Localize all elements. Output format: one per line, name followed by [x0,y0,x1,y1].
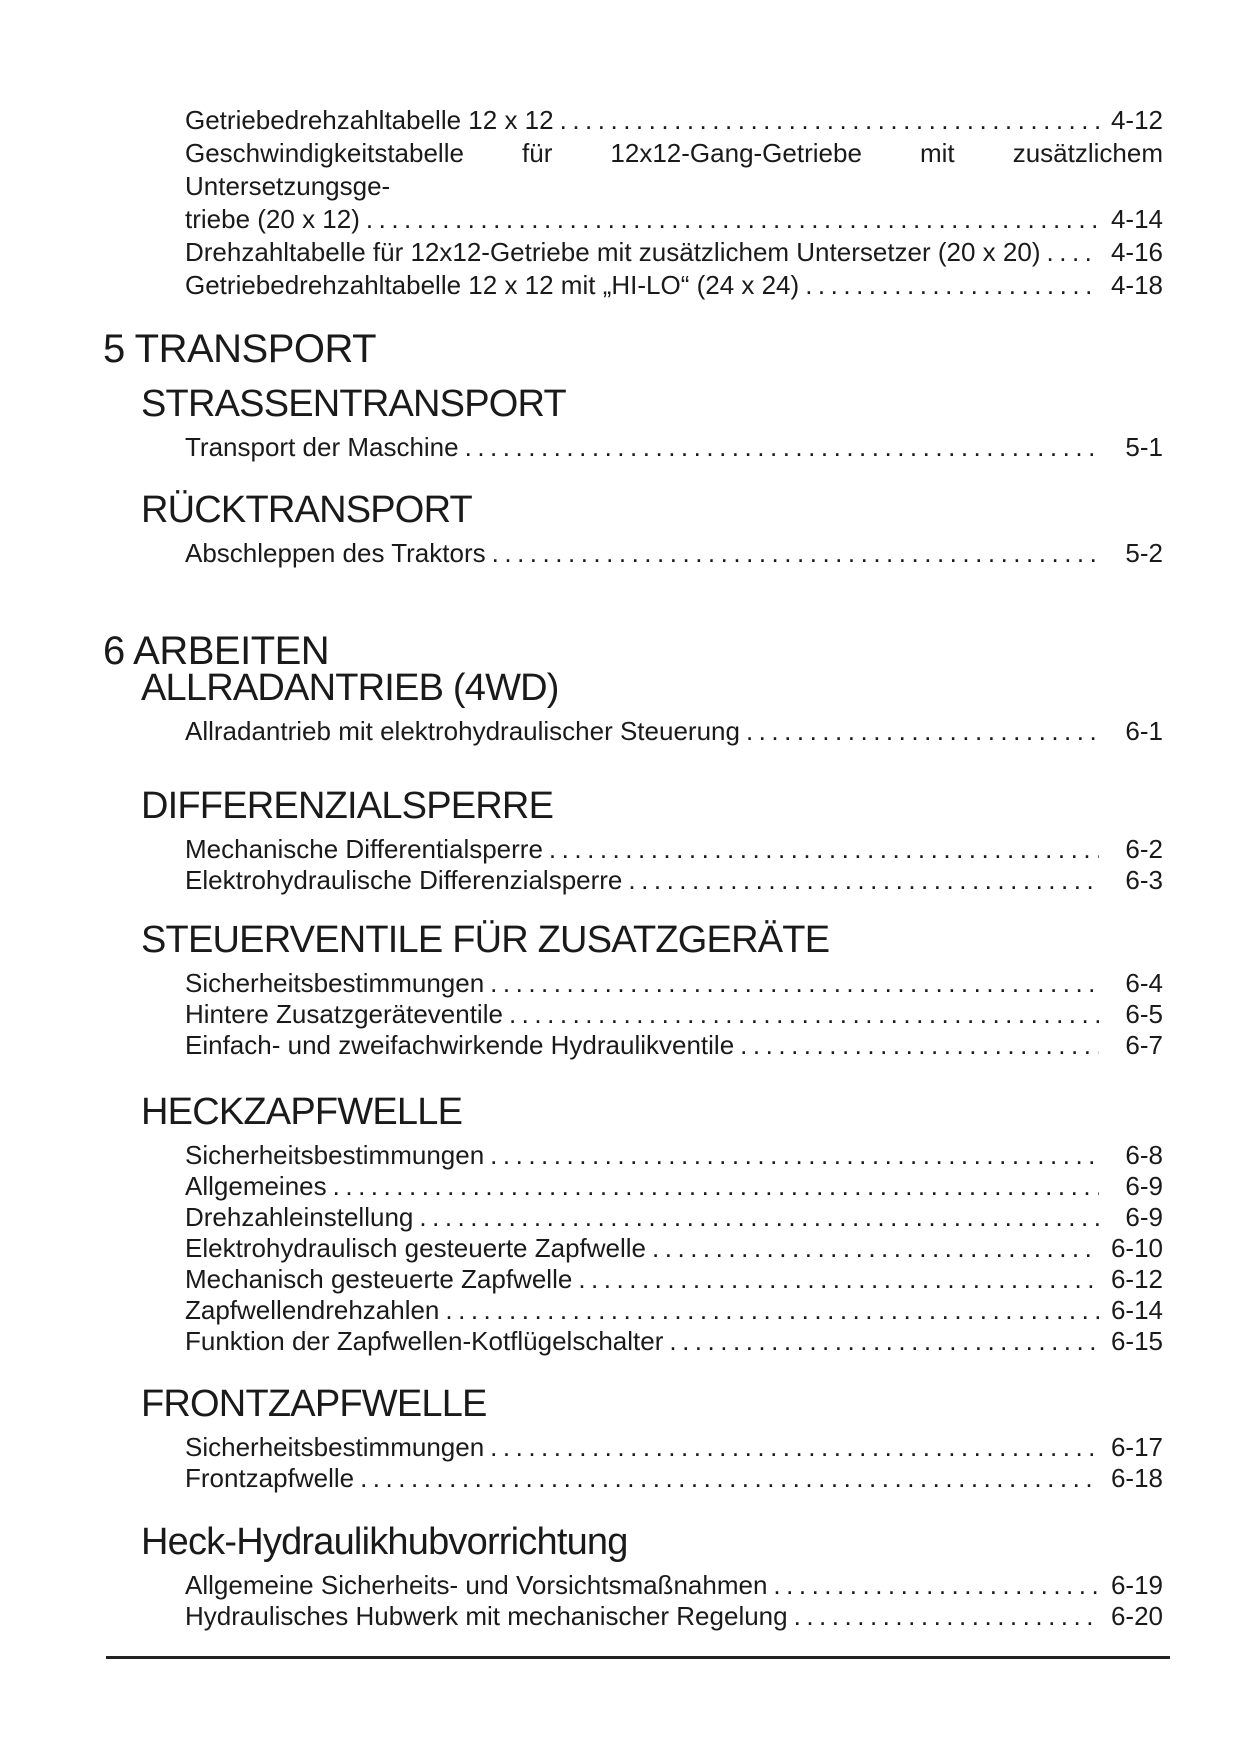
toc-entry [185,432,1163,463]
section-heading: Heck-Hydraulikhubvorrichtung [141,1521,628,1563]
toc-page-number: 4-18 [1110,270,1163,300]
toc-page-number: 6-19 [1110,1570,1163,1600]
toc-entry-label: Allgemeines [185,1171,327,1201]
toc-entry-label: Elektrohydraulische Differenzialsperre [185,865,623,895]
toc-page-number: 6-17 [1110,1432,1163,1462]
toc-entry-label: Getriebedrehzahltabelle 12 x 12 mit „HI-LO“ (24 x 24) [185,270,800,300]
toc-entry [185,968,1163,999]
dot-leader [490,968,1099,999]
toc-entry-wrap-line: Geschwindigkeitstabelle für 12x12-Gang-Getriebe mit zusätzlichem Untersetzungsge- [185,138,1163,201]
toc-entry [185,1264,1163,1295]
dot-leader [746,716,1099,747]
toc-entry [185,1326,1163,1357]
toc-chapter4-items [185,104,1163,302]
toc-entry-label: Hintere Zusatzgeräteventile [185,999,503,1029]
dot-leader [740,1030,1099,1061]
toc-page-number: 6-20 [1110,1601,1163,1631]
toc-section [141,918,1163,1061]
section-heading: FRONTZAPFWELLE [141,1383,487,1425]
toc-page-number: 6-1 [1125,716,1163,746]
dot-leader [366,203,1099,236]
toc-list [185,538,1163,569]
toc-entry-label: Transport der Maschine [185,432,459,462]
toc-section [141,666,1163,747]
dot-leader [360,1463,1099,1494]
toc-page-number: 6-7 [1125,1030,1163,1060]
toc-page-number: 6-9 [1125,1202,1163,1232]
toc-entry-label: Drehzahltabelle für 12x12-Getriebe mit zusätzlichem Untersetzer (20 x 20) [185,237,1041,267]
toc-entry [185,1171,1163,1202]
dot-leader [333,1171,1099,1202]
toc-page-number: 6-8 [1125,1140,1163,1170]
toc-page-number: 6-12 [1110,1264,1163,1294]
toc-page-number: 4-12 [1110,105,1163,135]
toc-entry [185,1202,1163,1233]
toc-list [185,834,1163,896]
dot-leader [490,1140,1099,1171]
toc-page-number: 6-9 [1125,1171,1163,1201]
chapter-title: 5 TRANSPORT [103,327,377,371]
toc-list [185,432,1163,463]
toc-entry [185,716,1163,747]
chapter-title: 6 ARBEITEN [103,629,330,673]
dot-leader [549,834,1099,865]
toc-entry [185,1601,1163,1632]
dot-leader [773,1570,1099,1601]
toc-page-number: 6-4 [1125,968,1163,998]
toc-entry [185,999,1163,1030]
toc-entry-label: Frontzapfwelle [185,1463,355,1493]
toc-entry-continuation [185,203,1163,236]
toc-entry-label: Hydraulisches Hubwerk mit mechanischer Regelung [185,1601,788,1631]
section-heading: DIFFERENZIALSPERRE [141,785,554,827]
toc-entry-label: Funktion der Zapfwellen-Kotflügelschalter [185,1326,664,1356]
dot-leader [1047,236,1100,269]
toc-entry [185,1463,1163,1494]
toc-section [141,382,1163,463]
toc-entry-label: Sicherheitsbestimmungen [185,1432,485,1462]
dot-leader [669,1326,1099,1357]
dot-leader [805,269,1099,302]
toc-list [185,1140,1163,1357]
dot-leader [628,865,1099,896]
toc-entry-label: Sicherheitsbestimmungen [185,1140,485,1170]
toc-entry-label: Mechanische Differentialsperre [185,834,543,864]
toc-entry-label: Allgemeine Sicherheits- und Vorsichtsmaßnahmen [185,1570,768,1600]
dot-leader [578,1264,1099,1295]
toc-page-number: 6-18 [1110,1463,1163,1493]
toc-list [185,1570,1163,1632]
toc-entry-label: Abschleppen des Traktors [185,538,486,568]
toc-entry-label: Drehzahleinstellung [185,1202,414,1232]
toc-entry-label: Sicherheitsbestimmungen [185,968,485,998]
toc-entry [185,269,1163,302]
toc-entry-label: Zapfwellendrehzahlen [185,1295,440,1325]
section-heading: STRASSENTRANSPORT [141,383,566,425]
toc-entry [185,1030,1163,1061]
section-heading: ALLRADANTRIEB (4WD) [141,667,559,709]
toc-entry-label: triebe (20 x 12) [185,204,360,234]
toc-list [185,1432,1163,1494]
toc-page-number: 6-10 [1110,1233,1163,1263]
dot-leader [465,432,1099,463]
toc-entry-label: Elektrohydraulisch gesteuerte Zapfwelle [185,1233,647,1263]
section-heading: RÜCKTRANSPORT [141,489,472,531]
dot-leader [492,538,1099,569]
dot-leader [652,1233,1099,1264]
dot-leader [445,1295,1099,1326]
dot-leader [794,1601,1099,1632]
toc-section [141,1090,1163,1357]
footer-rule [106,1656,1170,1659]
dot-leader [560,104,1099,137]
toc-page-number: 5-1 [1125,432,1163,462]
toc-page-number: 4-16 [1110,237,1163,267]
toc-page-number: 5-2 [1125,538,1163,568]
toc-entry [185,1140,1163,1171]
dot-leader [490,1432,1099,1463]
toc-section [141,784,1163,896]
toc-section [141,1520,1163,1632]
toc-page-number: 6-3 [1125,865,1163,895]
toc-page-number: 6-5 [1125,999,1163,1029]
toc-entry-label: Mechanisch gesteuerte Zapfwelle [185,1264,573,1294]
toc-entry [185,865,1163,896]
toc-entry [185,538,1163,569]
toc-entry-label: Einfach- und zweifachwirkende Hydraulikventile [185,1030,735,1060]
toc-entry-label: Getriebedrehzahltabelle 12 x 12 [185,105,554,135]
toc-entry [185,1233,1163,1264]
toc-entry [185,1432,1163,1463]
toc-section [141,488,1163,569]
toc-page-number: 4-14 [1110,204,1163,234]
toc-list [185,968,1163,1061]
toc-entry [185,236,1163,269]
dot-leader [419,1202,1099,1233]
toc-entry [185,834,1163,865]
dot-leader [509,999,1099,1030]
toc-page-number: 6-2 [1125,834,1163,864]
section-heading: STEUERVENTILE FÜR ZUSATZGERÄTE [141,919,830,961]
toc-section [141,1382,1163,1494]
toc-entry [185,1570,1163,1601]
toc-entry-label: Allradantrieb mit elektrohydraulischer Steuerung [185,716,740,746]
toc-page-number: 6-15 [1110,1326,1163,1356]
toc-page-number: 6-14 [1110,1295,1163,1325]
toc-entry [185,104,1163,137]
toc-entry [185,1295,1163,1326]
section-heading: HECKZAPFWELLE [141,1091,463,1133]
toc-entry [185,137,1163,236]
toc-list [185,716,1163,747]
